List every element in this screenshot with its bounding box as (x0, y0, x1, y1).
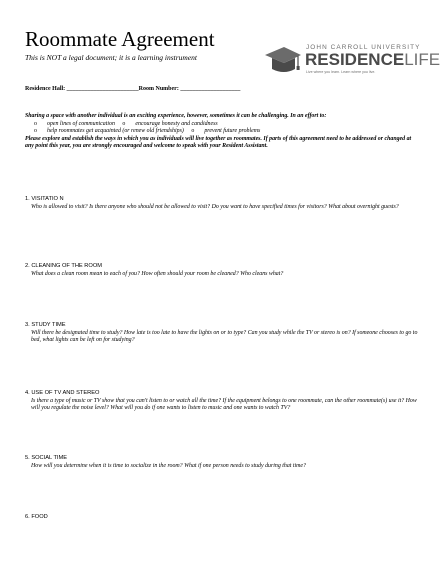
section-body: Will there be designated time to study? How late is too late to have the lights on or to type? Can you study while the TV or stereo is on? If someone chooses to go to bed, what lights can be left on for studying? (31, 329, 418, 343)
section-study-time (25, 322, 420, 345)
section-body: How will you determine when it is time to socialize in the room? What if one person needs to study during that time? (31, 462, 306, 469)
section-food (25, 514, 420, 522)
intro-closing: Please explore and establish the ways in which you as individuals will live together as roommates. If parts of this agreement need to be addressed or changed at any point this year, you are strongly encouraged and welcome to speak with your Resident Assistant. (25, 135, 412, 149)
bullet-icon: o (122, 120, 126, 127)
section-body: Who is allowed to visit? Is there anyone who should not be allowed to visit? Do you want to have specified times for visitors? What about overnight guests? (31, 203, 399, 210)
logo-word-light: LIFE (404, 50, 440, 69)
bullet-icon: o (191, 128, 195, 134)
section-tv-stereo (25, 390, 420, 413)
section-heading: 6. FOOD (25, 514, 48, 520)
section-heading: 2. CLEANING OF THE ROOM (25, 263, 103, 269)
intro-list-item: prevent future problems (204, 128, 261, 134)
section-visitation (25, 196, 420, 211)
intro-list-item: open lines of communication (47, 120, 115, 127)
section-body: Is there a type of music or TV show that you can't listen to or watch all the time? If the equipment belongs to one roommate, can the other roommate(s) use it? How will you regulate the noise level? What will you do if one wants to listen to music and one wants to watch TV? (31, 397, 417, 411)
section-heading: 1. VISITATIO N (25, 196, 64, 202)
intro-block (25, 113, 420, 151)
logo-university-name: JOHN CARROLL UNIVERSITY (306, 44, 421, 51)
university-logo (262, 42, 440, 82)
section-heading: 5. SOCIAL TIME (25, 455, 68, 461)
logo-tagline: Live where you learn. Learn where you live. (306, 70, 376, 74)
section-social-time (25, 455, 420, 470)
page-subtitle: This is NOT a legal document; it is a learning instrument (25, 53, 197, 62)
intro-list (25, 121, 420, 129)
logo-word-bold: RESIDENCE (305, 50, 405, 69)
info-fields (25, 86, 240, 92)
residence-hall-field: Residence Hall: ________________________ (25, 86, 139, 92)
page-title: Roommate Agreement (25, 27, 215, 51)
intro-list-item: encourage honesty and candidness (135, 120, 218, 127)
intro-lead: Sharing a space with another individual is an exciting experience, however, sometimes it can be challenging. In an effort to: (25, 113, 327, 119)
intro-list-item: help roommates get acquainted (or renew old friendships) (47, 128, 184, 134)
section-heading: 4. USE OF TV AND STEREO (25, 390, 100, 396)
section-cleaning (25, 263, 420, 278)
room-number-field: Room Number: ____________________ (138, 86, 241, 92)
section-body: What does a clean room mean to each of you? How often should your room be cleaned? Who cleans what? (31, 270, 284, 277)
bullet-icon: o (34, 120, 37, 127)
graduation-cap-icon (262, 42, 302, 78)
logo-wordmark (305, 51, 440, 69)
intro-list (25, 128, 420, 136)
bullet-icon: o (34, 128, 37, 134)
section-heading: 3. STUDY TIME (25, 322, 66, 328)
